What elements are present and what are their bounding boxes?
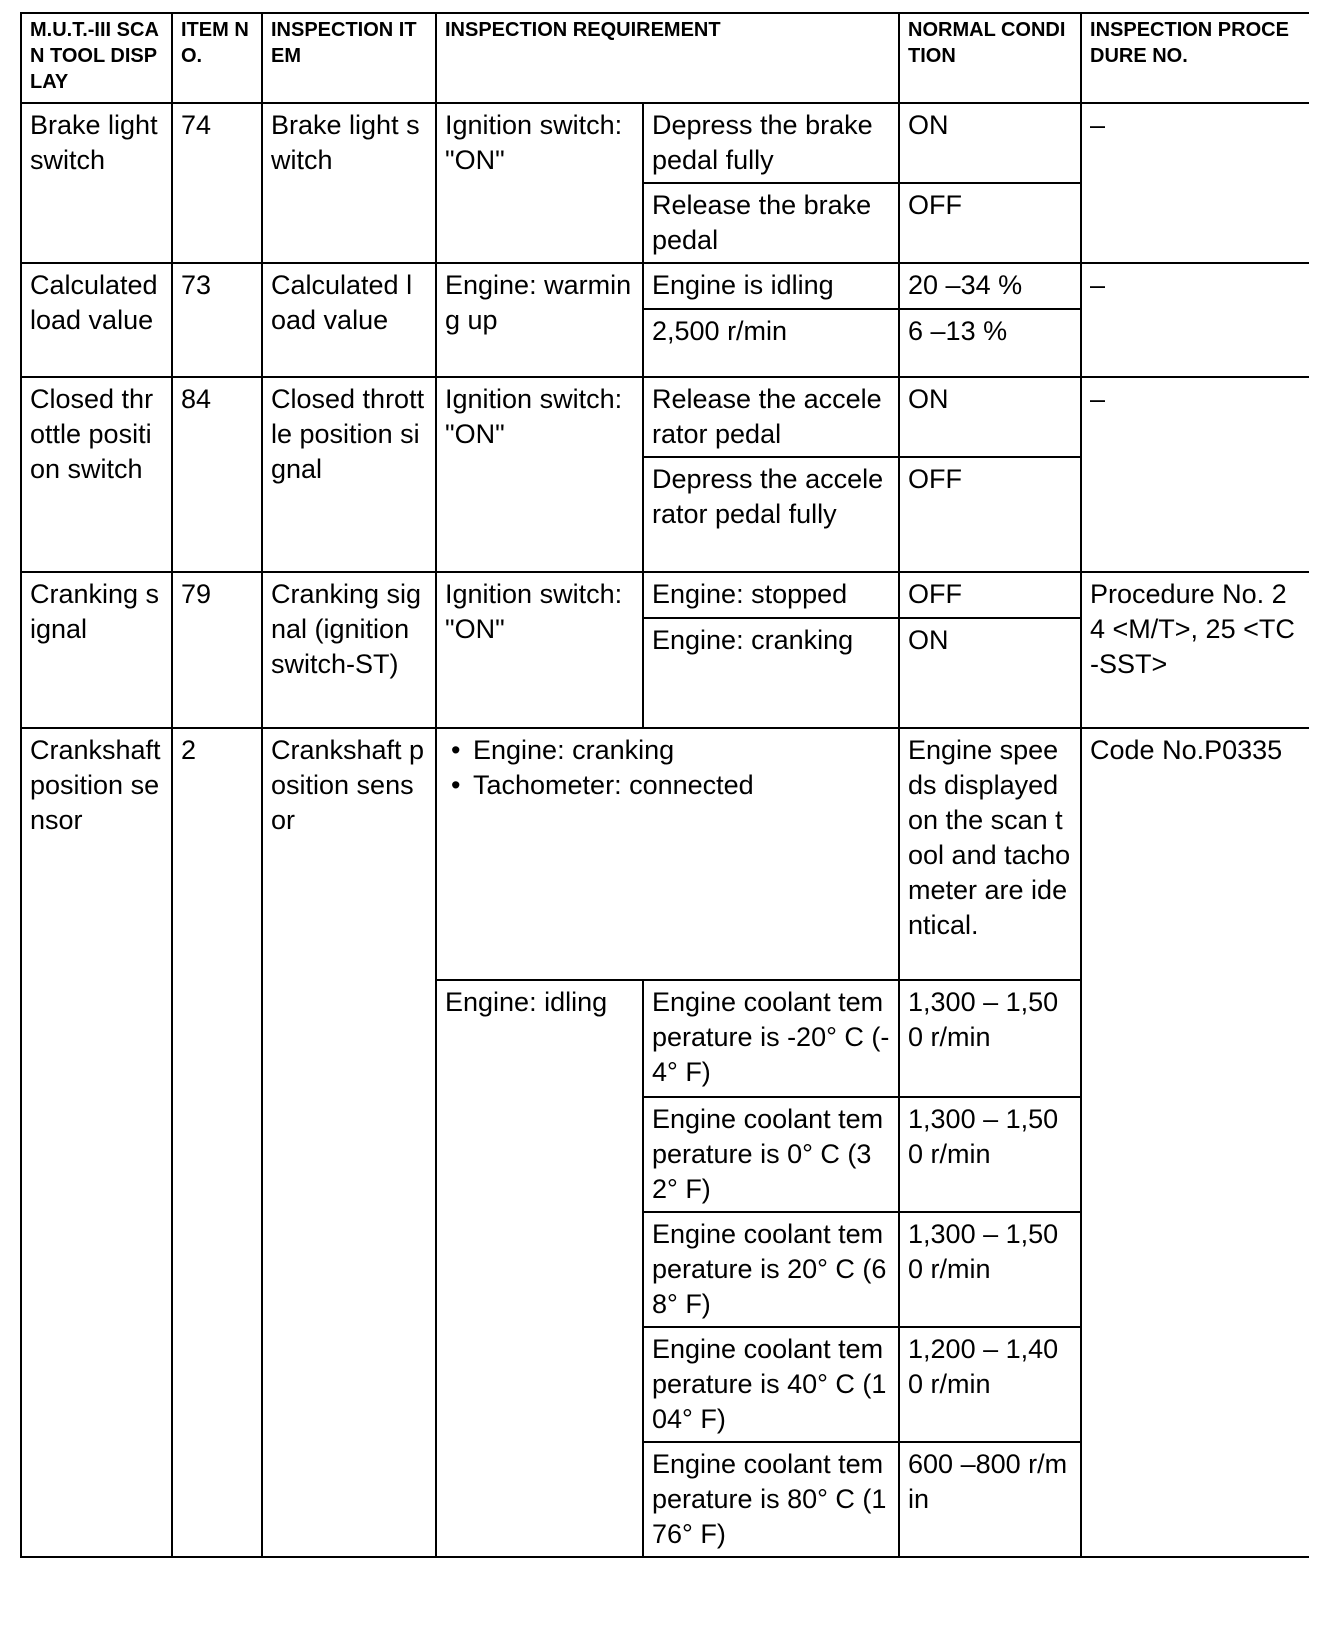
procedure-cell: – bbox=[1081, 263, 1309, 377]
condition-cell: Engine is idling bbox=[643, 263, 899, 309]
list-item: • Tachometer: connected bbox=[445, 768, 890, 803]
display-cell: Cranking signal bbox=[21, 572, 172, 728]
normal-cell: ON bbox=[899, 103, 1081, 183]
table-row bbox=[21, 263, 1309, 309]
normal-cell: 20 –34 % bbox=[899, 263, 1081, 309]
condition-cell: Depress the brake pedal fully bbox=[643, 103, 899, 183]
requirement-bullet-list bbox=[445, 733, 890, 803]
condition-cell: Engine: cranking bbox=[643, 618, 899, 728]
normal-cell: ON bbox=[899, 377, 1081, 457]
normal-cell: Engine speeds displayed on the scan tool and tachometer are identical. bbox=[899, 728, 1081, 980]
item-no-cell: 84 bbox=[172, 377, 262, 572]
table-row bbox=[21, 103, 1309, 183]
normal-cell: OFF bbox=[899, 572, 1081, 618]
inspection-item-cell: Brake light switch bbox=[262, 103, 436, 263]
inspection-item-cell: Calculated load value bbox=[262, 263, 436, 377]
header-row bbox=[21, 13, 1309, 103]
inspection-item-cell: Crankshaft position sensor bbox=[262, 728, 436, 1557]
condition-cell: Engine coolant temperature is -20° C (-4° F) bbox=[643, 980, 899, 1097]
normal-cell: OFF bbox=[899, 183, 1081, 263]
display-cell: Closed throttle position switch bbox=[21, 377, 172, 572]
condition-cell: Engine: stopped bbox=[643, 572, 899, 618]
display-cell: Calculated load value bbox=[21, 263, 172, 377]
requirement-cell: Ignition switch: "ON" bbox=[436, 572, 643, 728]
display-cell: Crankshaft position sensor bbox=[21, 728, 172, 1557]
header-inspection-requirement: INSPECTION REQUIREMENT bbox=[436, 13, 899, 103]
list-item: • Engine: cranking bbox=[445, 733, 890, 768]
condition-cell: Engine coolant temperature is 0° C (32° F) bbox=[643, 1097, 899, 1212]
condition-cell: 2,500 r/min bbox=[643, 309, 899, 377]
normal-cell: 1,300 – 1,500 r/min bbox=[899, 980, 1081, 1097]
condition-cell: Engine coolant temperature is 80° C (176° F) bbox=[643, 1442, 899, 1557]
condition-cell: Release the brake pedal bbox=[643, 183, 899, 263]
procedure-cell: – bbox=[1081, 103, 1309, 263]
condition-cell: Release the accelerator pedal bbox=[643, 377, 899, 457]
item-no-cell: 2 bbox=[172, 728, 262, 1557]
inspection-table bbox=[20, 12, 1309, 1558]
table-row bbox=[21, 728, 1309, 980]
display-cell: Brake light switch bbox=[21, 103, 172, 263]
normal-cell: OFF bbox=[899, 457, 1081, 572]
requirement-cell: Engine: warming up bbox=[436, 263, 643, 377]
procedure-cell: Code No.P0335 bbox=[1081, 728, 1309, 1557]
inspection-item-cell: Closed throttle position signal bbox=[262, 377, 436, 572]
item-no-cell: 79 bbox=[172, 572, 262, 728]
requirement-cell: Ignition switch: "ON" bbox=[436, 377, 643, 572]
normal-cell: 1,200 – 1,400 r/min bbox=[899, 1327, 1081, 1442]
inspection-item-cell: Cranking signal (ignition switch-ST) bbox=[262, 572, 436, 728]
normal-cell: 1,300 – 1,500 r/min bbox=[899, 1097, 1081, 1212]
item-no-cell: 74 bbox=[172, 103, 262, 263]
normal-cell: 6 –13 % bbox=[899, 309, 1081, 377]
normal-cell: 600 –800 r/min bbox=[899, 1442, 1081, 1557]
procedure-cell: Procedure No. 24 <M/T>, 25 <TC-SST> bbox=[1081, 572, 1309, 728]
table-row bbox=[21, 572, 1309, 618]
header-display: M.U.T.-III SCAN TOOL DISPLAY bbox=[21, 13, 172, 103]
normal-cell: ON bbox=[899, 618, 1081, 728]
header-inspection-item: INSPECTION ITEM bbox=[262, 13, 436, 103]
bullet-requirement-cell bbox=[436, 728, 899, 980]
header-normal-condition: NORMAL CONDITION bbox=[899, 13, 1081, 103]
item-no-cell: 73 bbox=[172, 263, 262, 377]
condition-cell: Engine coolant temperature is 20° C (68° F) bbox=[643, 1212, 899, 1327]
condition-cell: Engine coolant temperature is 40° C (104° F) bbox=[643, 1327, 899, 1442]
procedure-cell: – bbox=[1081, 377, 1309, 572]
condition-cell: Depress the accelerator pedal fully bbox=[643, 457, 899, 572]
requirement-cell: Engine: idling bbox=[436, 980, 643, 1557]
header-item-no: ITEM NO. bbox=[172, 13, 262, 103]
requirement-cell: Ignition switch: "ON" bbox=[436, 103, 643, 263]
table-row bbox=[21, 377, 1309, 457]
header-procedure-no: INSPECTION PROCEDURE NO. bbox=[1081, 13, 1309, 103]
normal-cell: 1,300 – 1,500 r/min bbox=[899, 1212, 1081, 1327]
